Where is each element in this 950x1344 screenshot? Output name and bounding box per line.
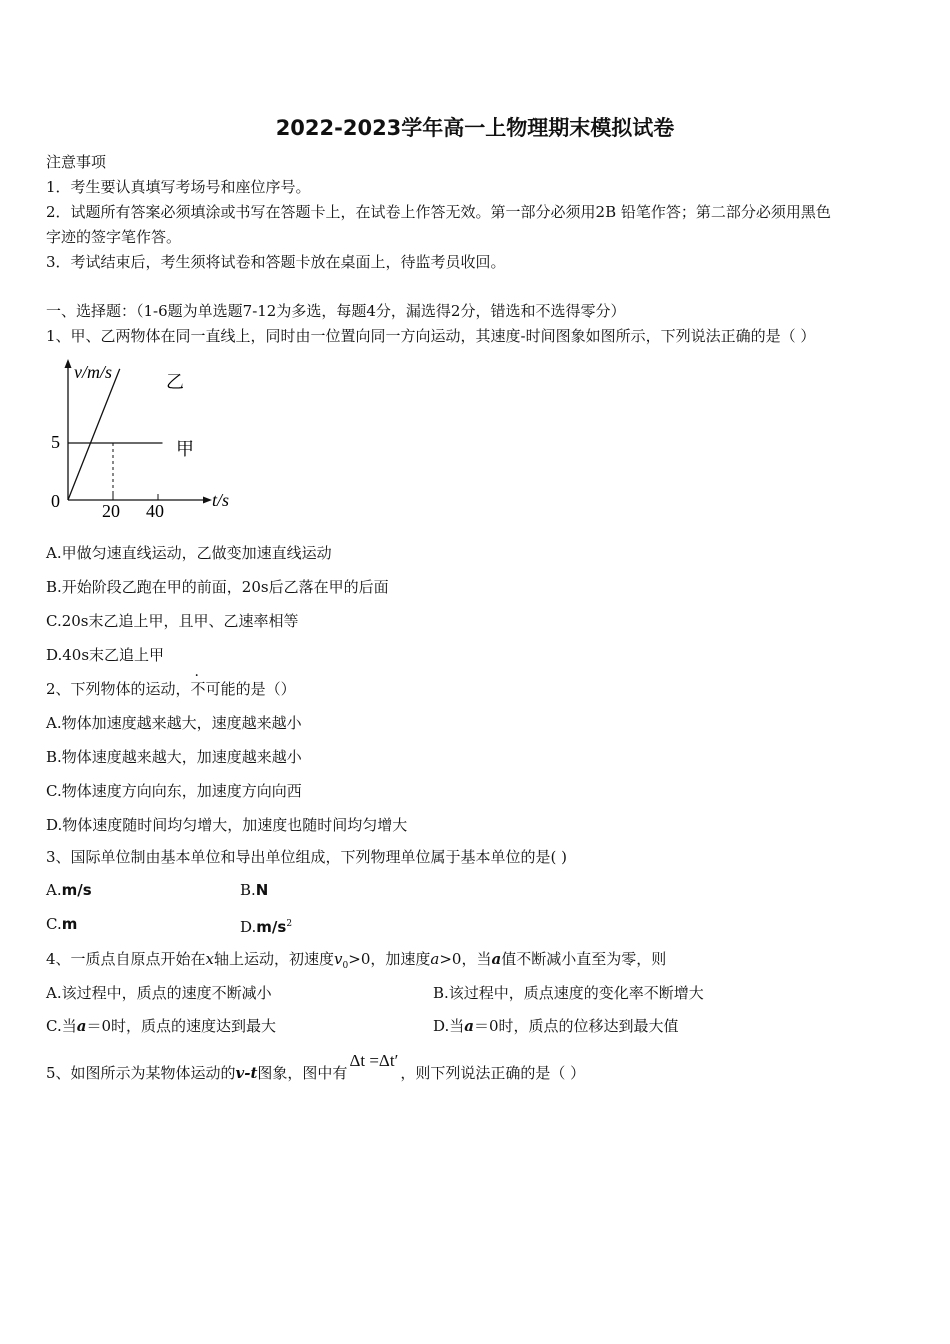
question-2-stem: [46, 679, 296, 699]
y-axis-arrow: [65, 359, 72, 368]
notice-heading: 注意事项: [46, 153, 107, 171]
q3-option-d: $D.m/s^2$: [240, 918, 293, 936]
q1-option-d: D.40s末乙追上甲: [46, 646, 165, 664]
q2-emphasis: 不: [190, 680, 206, 698]
series-label-yi: 乙: [166, 372, 184, 392]
q3-option-a: A.m/s: [46, 881, 92, 899]
notice-item-2: 2．试题所有答案必须填涂或书写在答题卡上，在试卷上作答无效。第一部分必须用2B 铅笔作答；第二部分必须用黑色: [46, 203, 831, 221]
q4-option-d: D.当a＝0时，质点的位移达到最大值: [433, 1017, 679, 1035]
q3-option-c: C.m: [46, 915, 78, 933]
q4-option-a: A.该过程中，质点的速度不断减小: [46, 984, 272, 1002]
vt-chart: [46, 358, 246, 526]
q2-option-a: A.物体加速度越来越大，速度越来越小: [46, 714, 302, 732]
x-tick-label-20: 20: [102, 501, 120, 521]
q5-formula: Δt =Δt′: [349, 1051, 399, 1070]
q4-option-b: B.该过程中，质点速度的变化率不断增大: [433, 984, 704, 1002]
y-axis-label: v/m/s: [74, 362, 112, 382]
x-tick-label-40: 40: [146, 501, 164, 521]
question-1-stem: 1、甲、乙两物体在同一直线上，同时由一位置向同一方向运动，其速度-时间图象如图所示，下列说法正确的是（ ）: [46, 327, 816, 345]
q2-option-b: B.物体速度越来越大，加速度越来越小: [46, 748, 302, 766]
question-3-stem: 3、国际单位制由基本单位和导出单位组成，下列物理单位属于基本单位的是( ): [46, 848, 568, 866]
notice-item-2-cont: 字迹的签字笔作答。: [46, 228, 182, 246]
x-axis-label: t/s: [212, 490, 230, 510]
q2-option-c: C.物体速度方向向东，加速度方向向西: [46, 782, 302, 800]
x-axis-arrow: [203, 497, 212, 504]
q2-stem-pre: 2、下列物体的运动，: [46, 680, 191, 698]
notice-item-1: 1．考生要认真填写考场号和座位序号。: [46, 178, 311, 196]
y-tick-label-5: 5: [51, 432, 60, 452]
series-yi-line: [68, 369, 120, 500]
question-5-stem: 5、如图所示为某物体运动的v-t图象，图中有Δt =Δt′，则下列说法正确的是（ ）: [46, 1051, 586, 1082]
q3-option-b: B.N: [240, 881, 269, 899]
q2-stem-post: 可能的是（）: [205, 680, 296, 698]
series-label-jia: 甲: [176, 439, 194, 459]
q4-option-c: C.当a＝0时，质点的速度达到最大: [46, 1017, 276, 1035]
page-title: 2022-2023学年高一上物理期末模拟试卷: [275, 116, 675, 140]
question-4-stem: 4、一质点自原点开始在x轴上运动，初速度$v_0>0$，加速度a>0，当a值不断减小直至为零，则: [46, 950, 667, 971]
q1-option-b: B.开始阶段乙跑在甲的前面，20s后乙落在甲的后面: [46, 578, 389, 596]
section-heading: 一、选择题：（1-6题为单选题7-12为多选，每题4分，漏选得2分，错选和不选得零分）: [46, 302, 626, 320]
origin-label: 0: [51, 491, 60, 511]
q1-option-c: C.20s末乙追上甲，且甲、乙速率相等: [46, 612, 299, 630]
notice-item-3: 3．考试结束后，考生须将试卷和答题卡放在桌面上，待监考员收回。: [46, 253, 506, 271]
q1-option-a: A.甲做匀速直线运动，乙做变加速直线运动: [46, 544, 332, 562]
q2-option-d: D.物体速度随时间均匀增大，加速度也随时间均匀增大: [46, 816, 408, 834]
